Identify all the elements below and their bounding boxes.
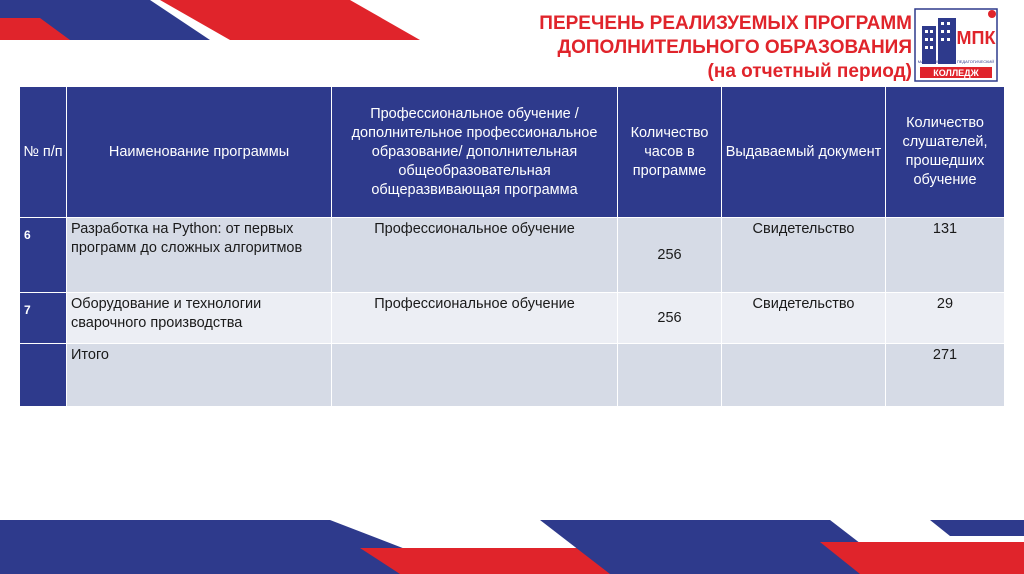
total-label: Итого	[67, 344, 332, 407]
logo-subtitle: МАГНИТОГОРСКИЙ ПЕДАГОГИЧЕСКИЙ	[917, 59, 995, 64]
title-line-1: ПЕРЕЧЕНЬ РЕАЛИЗУЕМЫХ ПРОГРАММ	[539, 13, 912, 34]
table-row	[20, 293, 1005, 344]
table-header-row	[20, 87, 1005, 218]
table-row-total	[20, 344, 1005, 407]
col-header-number: № п/п	[20, 87, 67, 218]
row-number: 6	[20, 218, 67, 293]
program-name: Разработка на Python: от первых программ до сложных алгоритмов	[67, 218, 332, 293]
programs-table	[19, 86, 1005, 407]
title-line-2: ДОПОЛНИТЕЛЬНОГО ОБРАЗОВАНИЯ	[557, 37, 912, 58]
row-number: 7	[20, 293, 67, 344]
issued-document	[722, 344, 886, 407]
col-header-hours: Количество часов в программе	[618, 87, 722, 218]
row-number	[20, 344, 67, 407]
col-header-program-name: Наименование программы	[67, 87, 332, 218]
title-line-3: (на отчетный период)	[707, 61, 912, 82]
total-students: 271	[886, 344, 1005, 407]
logo-word: КОЛЛЕДЖ	[933, 68, 979, 78]
col-header-document: Выдаваемый документ	[722, 87, 886, 218]
issued-document: Свидетельство	[722, 218, 886, 293]
students-count: 29	[886, 293, 1005, 344]
program-hours: 256	[618, 218, 722, 293]
students-count: 131	[886, 218, 1005, 293]
college-logo	[914, 8, 998, 82]
program-name: Оборудование и технологии сварочного производства	[67, 293, 332, 344]
program-hours	[618, 344, 722, 407]
program-type	[332, 344, 618, 407]
program-hours: 256	[618, 293, 722, 344]
page-title	[539, 12, 912, 84]
issued-document: Свидетельство	[722, 293, 886, 344]
logo-letters: МПК	[956, 28, 996, 48]
program-type: Профессиональное обучение	[332, 293, 618, 344]
table-row	[20, 218, 1005, 293]
program-type: Профессиональное обучение	[332, 218, 618, 293]
col-header-program-type: Профессиональное обучение / дополнительное профессиональное образование/ дополнительная общеобразовательная общеразвивающая программа	[332, 87, 618, 218]
col-header-students: Количество слушателей, прошедших обучение	[886, 87, 1005, 218]
